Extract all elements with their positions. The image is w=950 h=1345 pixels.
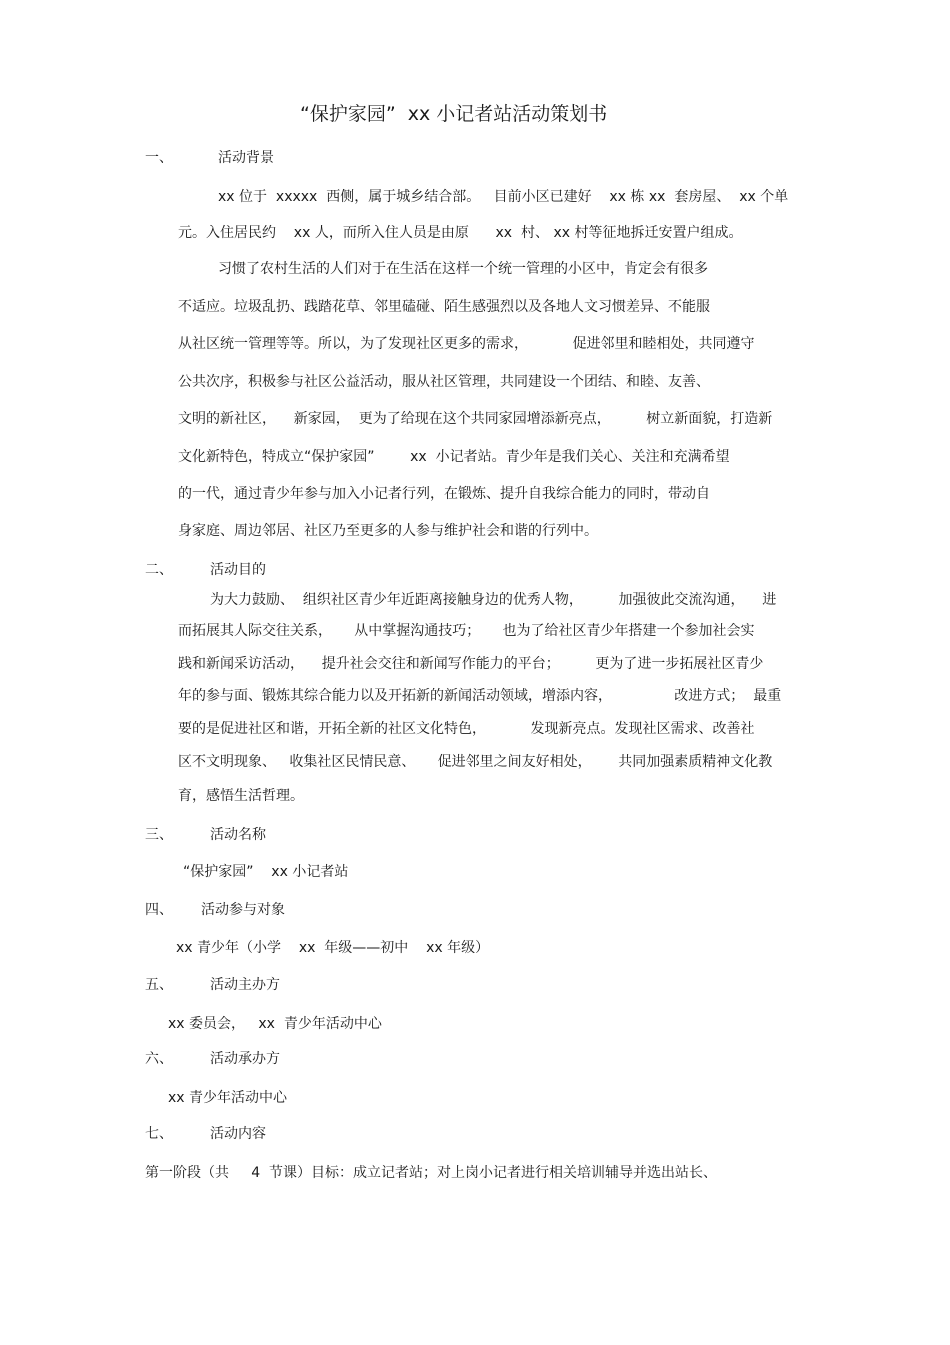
section-heading-purpose: 活动目的: [210, 562, 266, 578]
paragraph-line: “保护家园” xx 小记者站: [183, 864, 349, 880]
paragraph-line: 践和新闻采访活动， 提升社会交往和新闻写作能力的平台； 更为了进一步拓展社区青少: [178, 656, 764, 672]
paragraph-line: 元。入住居民约 xx 人，而所入住人员是由原 xx 村、 xx 村等征地拆迁安置户组成。: [178, 225, 743, 241]
section-number: 四、: [145, 902, 173, 918]
paragraph-line: 为大力鼓励、 组织社区青少年近距离接触身边的优秀人物， 加强彼此交流沟通， 进: [210, 592, 777, 608]
paragraph-line: xx 青少年活动中心: [168, 1090, 288, 1106]
paragraph-line: xx 青少年（小学 xx 年级——初中 xx 年级）: [176, 940, 490, 956]
paragraph-line: xx 委员会， xx 青少年活动中心: [168, 1016, 382, 1032]
section-number: 六、: [145, 1051, 173, 1067]
paragraph-line: 要的是促进社区和谐，开拓全新的社区文化特色， 发现新亮点。发现社区需求、改善社: [178, 721, 755, 737]
paragraph-line: 身家庭、周边邻居、社区乃至更多的人参与维护社会和谐的行列中。: [178, 523, 598, 539]
paragraph-line: 公共次序，积极参与社区公益活动，服从社区管理，共同建设一个团结、和睦、友善、: [178, 374, 710, 390]
paragraph-line: xx 位于 xxxxx 西侧，属于城乡结合部。 目前小区已建好 xx 栋 xx 套房屋、 xx 个单: [218, 189, 789, 205]
section-heading-content: 活动内容: [210, 1126, 266, 1142]
section-heading-participants: 活动参与对象: [201, 902, 285, 918]
section-number: 五、: [145, 977, 173, 993]
section-heading-host: 活动承办方: [210, 1051, 280, 1067]
section-number: 七、: [145, 1126, 173, 1142]
paragraph-line: 习惯了农村生活的人们对于在生活在这样一个统一管理的小区中，肯定会有很多: [218, 261, 708, 277]
paragraph-line: 文明的新社区， 新家园， 更为了给现在这个共同家园增添新亮点， 树立新面貌，打造新: [178, 411, 773, 427]
section-heading-organizer: 活动主办方: [210, 977, 280, 993]
section-heading-name: 活动名称: [210, 827, 266, 843]
paragraph-line: 不适应。垃圾乱扔、践踏花草、邻里磕碰、陌生感强烈以及各地人文习惯差异、不能服: [178, 299, 710, 315]
paragraph-line: 区不文明现象、 收集社区民情民意、 促进邻里之间友好相处， 共同加强素质精神文化教: [178, 754, 773, 770]
section-number: 二、: [145, 562, 173, 578]
paragraph-line: 第一阶段（共 4 节课）目标：成立记者站；对上岗小记者进行相关培训辅导并选出站长、: [145, 1165, 718, 1181]
section-heading-background: 活动背景: [218, 150, 274, 166]
paragraph-line: 文化新特色，特成立“保护家园” xx 小记者站。青少年是我们关心、关注和充满希望: [178, 449, 730, 465]
paragraph-line: 育，感悟生活哲理。: [178, 788, 304, 804]
paragraph-line: 从社区统一管理等等。所以，为了发现社区更多的需求， 促进邻里和睦相处，共同遵守: [178, 336, 755, 352]
document-title: “保护家园” xx 小记者站活动策划书: [300, 103, 608, 125]
paragraph-line: 的一代，通过青少年参与加入小记者行列，在锻炼、提升自我综合能力的同时，带动自: [178, 486, 710, 502]
paragraph-line: 而拓展其人际交往关系， 从中掌握沟通技巧； 也为了给社区青少年搭建一个参加社会实: [178, 623, 755, 639]
paragraph-line: 年的参与面、锻炼其综合能力以及开拓新的新闻活动领域，增添内容， 改进方式； 最重: [178, 688, 782, 704]
section-number: 一、: [145, 150, 173, 166]
section-number: 三、: [145, 827, 173, 843]
